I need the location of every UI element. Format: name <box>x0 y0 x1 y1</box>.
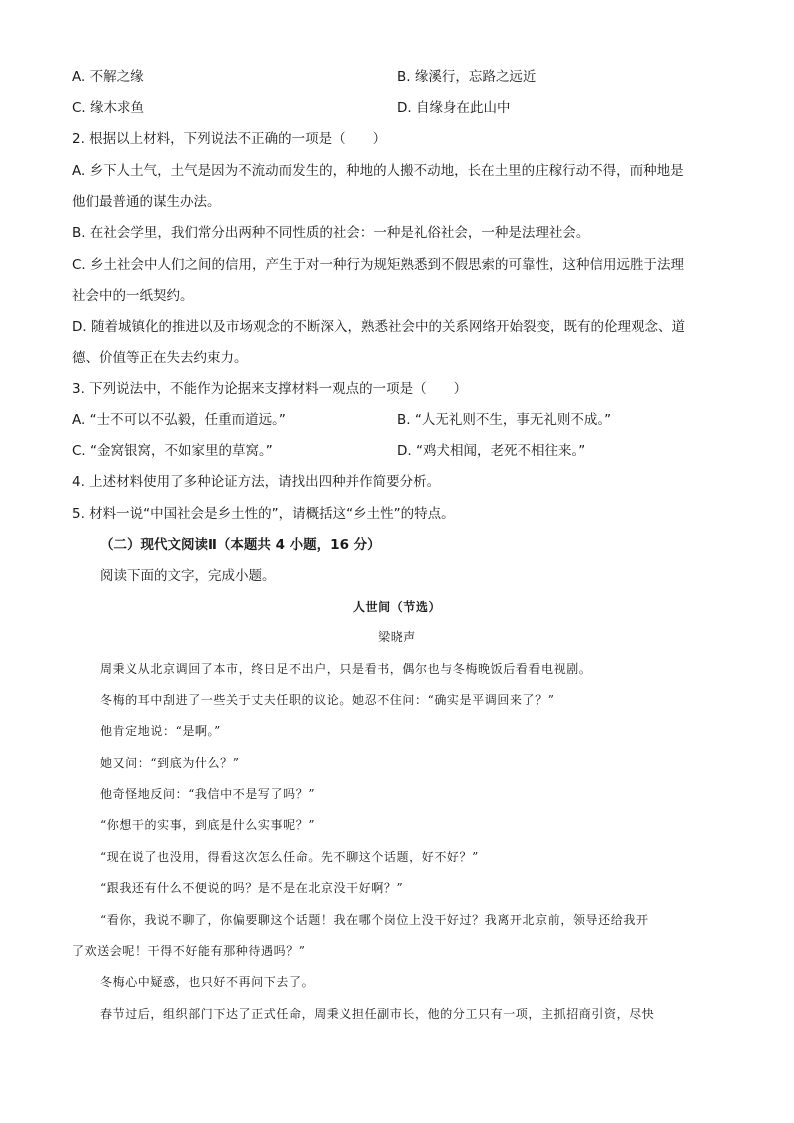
q4-stem: 4. 上述材料使用了多种论证方法，请找出四种并作简要分析。 <box>72 474 441 490</box>
q2-option-c-line1: C. 乡土社会中人们之间的信用，产生于对一种行为规矩熟悉到不假思索的可靠性，这种信用远胜于法理 <box>72 257 685 273</box>
passage-paragraph: “你想干的实事，到底是什么实事呢？” <box>100 818 316 832</box>
q2-option-b: B. 在社会学里，我们常分出两种不同性质的社会：一种是礼俗社会，一种是法理社会。 <box>72 225 590 241</box>
q2-option-a-line1: A. 乡下人土气，土气是因为不流动而发生的，种地的人搬不动地，长在土里的庄稼行动不得，而种地是 <box>72 163 684 179</box>
passage-paragraph: “看你，我说不聊了，你偏要聊这个话题！我在哪个岗位上没干好过？我离开北京前，领导还给我开 <box>100 913 649 927</box>
passage-paragraph: 她又问：“到底为什么？” <box>100 756 240 770</box>
q2-option-c-line2: 社会中的一纸契约。 <box>72 288 194 304</box>
q3-stem: 3. 下列说法中，不能作为论据来支撑材料一观点的一项是（ ） <box>72 381 468 397</box>
q3-option-c: C. “金窝银窝，不如家里的草窝。” <box>72 443 273 459</box>
q1-option-a: A. 不解之缘 <box>72 69 144 85</box>
q1-option-b: B. 缘溪行，忘路之远近 <box>397 69 537 85</box>
passage-paragraph: 春节过后，组织部门下达了正式任命，周秉义担任副市长，他的分工只有一项，主抓招商引资，尽快 <box>100 1007 655 1021</box>
q3-option-b: B. “人无礼则不生，事无礼则不成。” <box>397 412 612 428</box>
q2-stem: 2. 根据以上材料，下列说法不正确的一项是（ ） <box>72 131 387 147</box>
q3-option-d: D. “鸡犬相闻，老死不相往来。” <box>397 443 586 459</box>
q1-option-c: C. 缘木求鱼 <box>72 100 145 116</box>
passage-paragraph: “现在说了也没用，得看这次怎么任命。先不聊这个话题，好不好？” <box>100 850 479 864</box>
passage-paragraph: “跟我还有什么不便说的吗？是不是在北京没干好啊？” <box>100 881 404 895</box>
passage-paragraph: 周秉义从北京调回了本市，终日足不出户，只是看书，偶尔也与冬梅晚饭后看看电视剧。 <box>100 662 592 676</box>
passage-paragraph-continued: 了欢送会呢！干得不好能有那种待遇吗？” <box>72 944 306 958</box>
q2-option-d-line2: 德、价值等正在失去约束力。 <box>72 350 248 366</box>
q2-option-d-line1: D. 随着城镇化的推进以及市场观念的不断深入，熟悉社会中的关系网络开始裂变，既有的伦理观念、道 <box>72 319 685 335</box>
passage-paragraph: 冬梅的耳中刮进了一些关于丈夫任职的议论。她忍不住问：“确实是平调回来了？” <box>100 693 555 707</box>
reading-instruction: 阅读下面的文字，完成小题。 <box>100 568 276 584</box>
passage-paragraph: 冬梅心中疑惑，也只好不再问下去了。 <box>100 975 315 989</box>
q2-option-a-line2: 他们最普通的谋生办法。 <box>72 194 221 210</box>
q5-stem: 5. 材料一说“中国社会是乡土性的”，请概括这“乡土性”的特点。 <box>72 506 455 522</box>
passage-paragraph: 他肯定地说：“是啊。” <box>100 724 221 738</box>
passage-title: 人世间（节选） <box>352 600 442 614</box>
passage-paragraph: 他奇怪地反问：“我信中不是写了吗？” <box>100 787 316 801</box>
passage-author: 梁晓声 <box>378 630 416 644</box>
q1-option-d: D. 自缘身在此山中 <box>397 100 511 116</box>
q3-option-a: A. “士不可以不弘毅，任重而道远。” <box>72 412 286 428</box>
section-heading: （二）现代文阅读Ⅱ（本题共 4 小题，16 分） <box>100 537 381 553</box>
